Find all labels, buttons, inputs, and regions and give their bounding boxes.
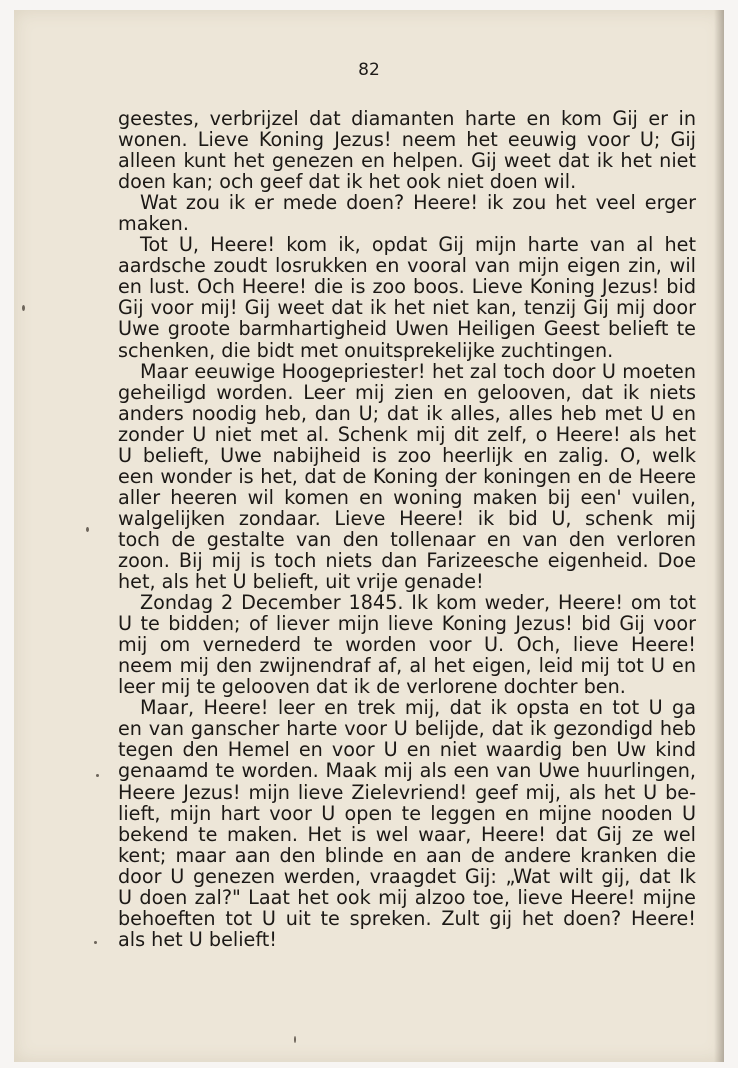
text-line: leer mij te gelooven dat ik de verlorene dochter ben. xyxy=(118,675,626,699)
text-line: Zondag 2 December 1845. Ik kom weder, Heere! om tot xyxy=(140,591,696,615)
text-line: neem mij den zwijnendraf af, al het eigen, leid mij tot U en xyxy=(118,654,696,678)
text-line: U doen zal?" Laat het ook mij alzoo toe, lieve Heere! mijne xyxy=(118,885,696,909)
text-line: alleen kunt het genezen en helpen. Gij weet dat ik het niet xyxy=(118,149,696,173)
text-line: en lust. Och Heere! die is zoo boos. Lieve Koning Jezus! bid xyxy=(118,275,696,299)
scan-speck xyxy=(86,527,89,532)
text-line: Maar, Heere! leer en trek mij, dat ik opsta en tot U ga xyxy=(140,696,696,720)
text-line: zonder U niet met al. Schenk mij dit zelf, o Heere! als het xyxy=(118,422,696,446)
text-line: kent; maar aan den blinde en aan de andere kranken die xyxy=(118,843,696,867)
text-line: aller heeren wil komen en woning maken bij een' vuilen, xyxy=(118,485,696,509)
text-line: een wonder is het, dat de Koning der koningen en de Heere xyxy=(118,464,696,488)
text-line: bekend te maken. Het is wel waar, Heere! dat Gij ze wel xyxy=(118,822,696,846)
text-line: U te bidden; of liever mijn lieve Koning Jezus! bid Gij voor xyxy=(118,612,696,636)
text-line: walgelijken zondaar. Lieve Heere! ik bid U, schenk mij xyxy=(118,506,696,530)
text-line: tegen den Hemel en voor U en niet waardig ben Uw kind xyxy=(118,738,696,762)
text-line: Maar eeuwige Hoogepriester! het zal toch door U moeten xyxy=(140,359,696,383)
scan-speck xyxy=(94,941,97,944)
text-line: en van ganscher harte voor U belijde, dat ik gezondigd heb xyxy=(118,717,696,741)
page-number: 82 xyxy=(358,60,380,80)
text-line: Gij voor mij! Gij weet dat ik het niet kan, tenzij Gij mij door xyxy=(118,296,696,320)
body-text xyxy=(118,108,696,950)
text-line: behoeften tot U uit te spreken. Zult gij het doen? Heere! xyxy=(118,906,696,930)
text-line: Heere Jezus! mijn lieve Zielevriend! geef mij, als het U be- xyxy=(118,780,696,804)
text-line: aardsche zoudt losrukken en vooral van mijn eigen zin, wil xyxy=(118,254,696,278)
text-line: toch de gestalte van den tollenaar en van den verloren xyxy=(118,527,696,551)
text-line: mij om vernederd te worden voor U. Och, lieve Heere! xyxy=(118,633,696,657)
text-line: door U genezen werden, vraagdet Gij: „Wat wilt gij, dat Ik xyxy=(118,864,696,888)
text-line: doen kan; och geef dat ik het ook niet doen wil. xyxy=(118,170,577,194)
text-line: maken. xyxy=(118,212,189,236)
text-line: schenken, die bidt met onuitsprekelijke zuchtingen. xyxy=(118,338,614,362)
text-line: anders noodig heb, dan U; dat ik alles, alles heb met U en xyxy=(118,401,696,425)
text-line: het, als het U belieft, uit vrije genade! xyxy=(118,570,484,594)
scan-speck xyxy=(294,1036,296,1043)
text-line: Uwe groote barmhartigheid Uwen Heiligen Geest belieft te xyxy=(118,317,696,341)
scanned-page xyxy=(14,10,724,1062)
text-line: Tot U, Heere! kom ik, opdat Gij mijn harte van al het xyxy=(140,233,696,257)
text-line: lieft, mijn hart voor U open te leggen en mijne nooden U xyxy=(118,801,696,825)
text-line: zoon. Bij mij is toch niets dan Farizeesche eigenheid. Doe xyxy=(118,548,696,572)
text-line: geheiligd worden. Leer mij zien en gelooven, dat ik niets xyxy=(118,380,696,404)
text-line: Wat zou ik er mede doen? Heere! ik zou het veel erger xyxy=(140,191,696,215)
text-line: als het U belieft! xyxy=(118,927,277,951)
scan-speck xyxy=(96,774,99,777)
text-line: U belieft, Uwe nabijheid is zoo heerlijk en zalig. O, welk xyxy=(118,443,696,467)
page-edge-shadow xyxy=(714,10,724,1062)
text-line: geestes, verbrijzel dat diamanten harte en kom Gij er in xyxy=(118,107,696,130)
text-line: genaamd te worden. Maak mij als een van Uwe huurlingen, xyxy=(118,759,696,783)
text-line: wonen. Lieve Koning Jezus! neem het eeuwig voor U; Gij xyxy=(118,128,696,152)
scan-speck xyxy=(22,305,25,311)
